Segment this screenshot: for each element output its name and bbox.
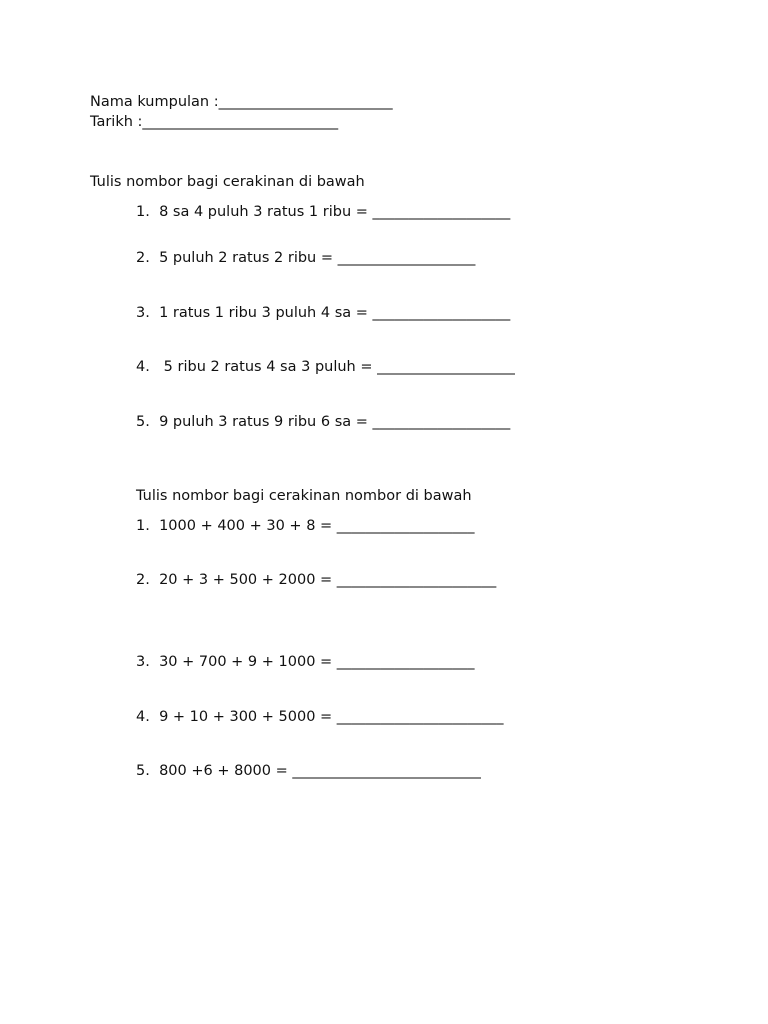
- section2-item-4: [136, 708, 504, 726]
- item-text: 800 +6 + 8000 = __________________________: [159, 763, 481, 779]
- section2-item-5: [136, 762, 481, 780]
- item-text: 5 ribu 2 ratus 4 sa 3 puluh = ___________________: [159, 359, 515, 375]
- section1-item-2: [136, 249, 475, 267]
- item-text: 9 + 10 + 300 + 5000 = _______________________: [159, 709, 504, 725]
- section1-item-4: [136, 358, 515, 376]
- item-number: 4.: [136, 359, 150, 375]
- item-number: 5.: [136, 763, 150, 779]
- item-text: 1000 + 400 + 30 + 8 = ___________________: [159, 518, 475, 534]
- item-number: 1.: [136, 204, 150, 220]
- item-number: 2.: [136, 250, 150, 266]
- section1-item-3: [136, 304, 510, 322]
- section2-item-3: [136, 653, 475, 671]
- section2-instruction: Tulis nombor bagi cerakinan nombor di bawah: [136, 488, 472, 504]
- section2-item-2: [136, 571, 496, 589]
- item-number: 1.: [136, 518, 150, 534]
- item-text: 5 puluh 2 ratus 2 ribu = ___________________: [159, 250, 476, 266]
- item-number: 3.: [136, 305, 150, 321]
- item-text: 9 puluh 3 ratus 9 ribu 6 sa = ___________________: [159, 414, 511, 430]
- item-number: 2.: [136, 572, 150, 588]
- section1-item-1: [136, 203, 510, 221]
- item-text: 30 + 700 + 9 + 1000 = ___________________: [159, 654, 475, 670]
- date-line: Tarikh :___________________________: [90, 114, 339, 130]
- section2-item-1: [136, 517, 475, 535]
- item-number: 3.: [136, 654, 150, 670]
- item-text: 20 + 3 + 500 + 2000 = ______________________: [159, 572, 497, 588]
- item-text: 1 ratus 1 ribu 3 puluh 4 sa = ___________________: [159, 305, 511, 321]
- section1-instruction: Tulis nombor bagi cerakinan di bawah: [90, 174, 365, 190]
- section1-item-5: [136, 413, 510, 431]
- item-text: 8 sa 4 puluh 3 ratus 1 ribu = ___________________: [159, 204, 511, 220]
- item-number: 4.: [136, 709, 150, 725]
- item-number: 5.: [136, 414, 150, 430]
- group-name-line: Nama kumpulan :________________________: [90, 94, 393, 110]
